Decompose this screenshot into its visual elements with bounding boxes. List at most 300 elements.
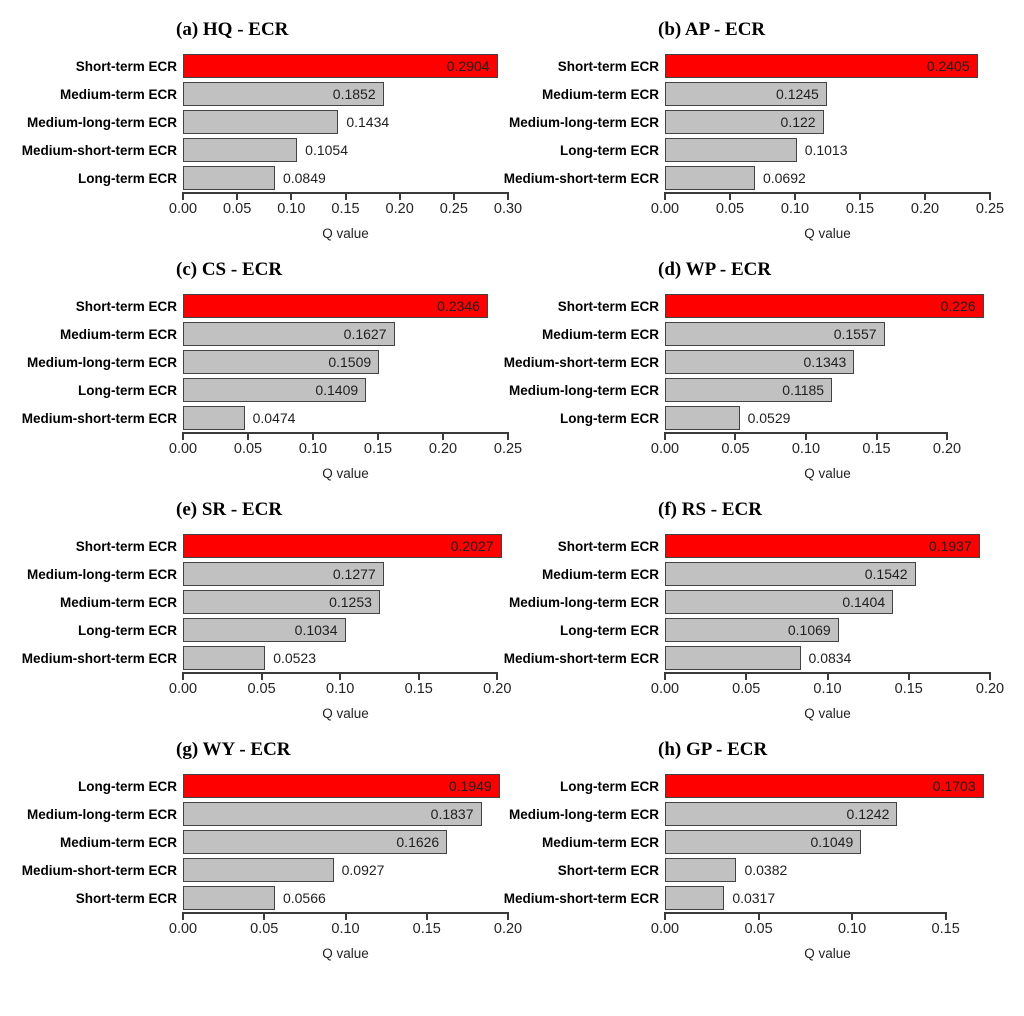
bar-medium-term-ecr: [665, 322, 885, 346]
bar-track: [665, 294, 990, 318]
category-label-medium-short-term-ecr: Medium-short-term ECR: [21, 650, 177, 666]
panel-title: (h) GP - ECR: [658, 739, 768, 760]
category-label-medium-short-term-ecr: Medium-short-term ECR: [503, 354, 659, 370]
value-label: 0.1542: [864, 566, 908, 582]
bar-medium-short-term-ecr: [665, 166, 806, 190]
bar-row: [0, 644, 512, 672]
bar-track: [183, 110, 508, 134]
bar-track: [183, 562, 508, 586]
bar-row: [0, 376, 512, 404]
tick-label: 0.10: [277, 201, 306, 217]
bar-track: [183, 294, 508, 318]
tick-label: 0.05: [744, 921, 773, 937]
category-label-medium-term-ecr: Medium-term ECR: [541, 326, 659, 342]
category-label-short-term-ecr: Short-term ECR: [557, 58, 659, 74]
panel-b-ap-ecr: [482, 0, 1005, 241]
bar-row: [482, 588, 994, 616]
bar-track: [665, 646, 990, 670]
bar-track: [665, 802, 990, 826]
panel-title: (c) CS - ECR: [176, 259, 283, 280]
value-label: 0.1185: [782, 382, 825, 398]
value-label: 0.0523: [273, 650, 317, 666]
bar-long-term-ecr: [183, 618, 346, 642]
category-label-short-term-ecr: Short-term ECR: [75, 538, 177, 554]
value-label: 0.1509: [328, 354, 372, 370]
x-axis-title: Q value: [322, 466, 369, 481]
bar-track: [183, 830, 508, 854]
bar-track: [665, 138, 990, 162]
tick-label: 0.00: [168, 441, 198, 457]
axis-tick: [908, 672, 910, 680]
category-label-long-term-ecr: Long-term ECR: [560, 778, 659, 794]
x-axis-title: Q value: [804, 466, 851, 481]
axis-tick: [418, 672, 420, 680]
category-label-short-term-ecr: Short-term ECR: [557, 862, 659, 878]
x-axis: [650, 672, 1005, 698]
value-label: 0.1852: [332, 86, 376, 102]
bar-group: [0, 52, 512, 192]
bar-medium-short-term-ecr: [183, 406, 296, 430]
axis-tick: [426, 912, 428, 920]
bar-track: [665, 618, 990, 642]
bar-row: [0, 108, 512, 136]
value-label: 0.0566: [282, 890, 326, 906]
bar-row: [0, 164, 512, 192]
bar-row: [482, 320, 994, 348]
bar-row: [482, 532, 994, 560]
axis-tick: [182, 912, 184, 920]
panel-title: (f) RS - ECR: [658, 499, 762, 520]
tick-label: 0.20: [932, 441, 962, 457]
tick-label: 0.20: [910, 201, 940, 217]
tick-label: 0.15: [894, 681, 923, 697]
x-axis: [168, 432, 523, 458]
tick-label: 0.15: [412, 921, 441, 937]
bar-medium-long-term-ecr: [183, 562, 384, 586]
bar-track: [665, 54, 990, 78]
x-axis: [168, 192, 523, 218]
category-label-medium-long-term-ecr: Medium-long-term ECR: [509, 114, 659, 130]
panel-g-wy-ecr: [0, 720, 523, 961]
bar-track: [183, 590, 508, 614]
x-axis-title: Q value: [804, 946, 851, 961]
bar-medium-term-ecr: [183, 322, 395, 346]
tick-label: 0.30: [493, 201, 523, 217]
axis-tick: [664, 192, 666, 200]
axis-tick: [805, 432, 807, 440]
x-axis-line: [665, 192, 990, 194]
tick-label: 0.10: [813, 681, 842, 697]
bar-highlighted-short-term-ecr: [665, 294, 984, 318]
tick-label: 0.00: [650, 441, 680, 457]
category-label-medium-short-term-ecr: Medium-short-term ECR: [503, 650, 659, 666]
axis-tick: [745, 672, 747, 680]
tick-label: 0.20: [493, 921, 523, 937]
category-label-medium-long-term-ecr: Medium-long-term ECR: [509, 806, 659, 822]
value-label: 0.1245: [776, 86, 819, 102]
bar-group: [482, 52, 994, 192]
value-label: 0.1343: [803, 354, 847, 370]
x-axis-line: [665, 912, 946, 914]
axis-tick: [236, 192, 238, 200]
category-label-long-term-ecr: Long-term ECR: [560, 142, 659, 158]
value-label: 0.1949: [448, 778, 492, 794]
bar-medium-long-term-ecr: [183, 350, 379, 374]
tick-label: 0.15: [845, 201, 875, 217]
value-label: 0.1253: [329, 594, 372, 610]
x-axis-title: Q value: [804, 706, 851, 721]
x-axis: [168, 912, 523, 938]
value-label: 0.1054: [305, 142, 348, 158]
bar-row: [0, 856, 512, 884]
bar-track: [183, 350, 508, 374]
bar-track: [665, 562, 990, 586]
value-label: 0.0849: [282, 170, 326, 186]
category-label-medium-long-term-ecr: Medium-long-term ECR: [27, 354, 177, 370]
tick-label: 0.00: [650, 681, 680, 697]
bar-track: [665, 406, 990, 430]
bar-track: [665, 350, 990, 374]
bar-medium-short-term-ecr: [183, 858, 385, 882]
value-label: 0.1013: [804, 142, 848, 158]
category-label-short-term-ecr: Short-term ECR: [557, 298, 659, 314]
bar-medium-long-term-ecr: [665, 110, 824, 134]
bar-track: [665, 322, 990, 346]
bar-highlighted-short-term-ecr: [665, 534, 980, 558]
bar-group: [0, 532, 512, 672]
value-label: 0.1434: [346, 114, 390, 130]
tick-label: 0.20: [428, 441, 458, 457]
axis-tick: [758, 912, 760, 920]
bar-track: [665, 858, 990, 882]
bar-track: [665, 110, 990, 134]
bar-track: [665, 378, 990, 402]
bar-medium-long-term-ecr: [183, 110, 390, 134]
panel-title: (a) HQ - ECR: [176, 19, 289, 40]
x-axis-title: Q value: [804, 226, 851, 241]
value-label: 0.1409: [315, 382, 359, 398]
bar-row: [482, 856, 994, 884]
axis-tick: [453, 192, 455, 200]
bar-row: [482, 348, 994, 376]
bar-row: [482, 828, 994, 856]
category-label-long-term-ecr: Long-term ECR: [78, 382, 177, 398]
figure-row: [0, 480, 1024, 720]
category-label-medium-term-ecr: Medium-term ECR: [59, 834, 177, 850]
tick-label: 0.05: [250, 921, 279, 937]
x-axis: [650, 192, 1005, 218]
value-label: 0.2346: [437, 298, 480, 314]
value-label: 0.1242: [846, 806, 890, 822]
bar-group: [482, 532, 994, 672]
axis-tick: [664, 432, 666, 440]
axis-tick: [182, 672, 184, 680]
bar-medium-long-term-ecr: [665, 802, 897, 826]
tick-label: 0.00: [650, 201, 680, 217]
bar-row: [0, 404, 512, 432]
axis-tick: [247, 432, 249, 440]
bar-row: [0, 588, 512, 616]
panel-c-cs-ecr: [0, 240, 523, 481]
axis-tick: [377, 432, 379, 440]
bar-short-term-ecr: [183, 886, 326, 910]
bar-row: [0, 136, 512, 164]
bar-row: [482, 404, 994, 432]
bar-row: [482, 376, 994, 404]
bar-row: [0, 292, 512, 320]
axis-tick: [664, 672, 666, 680]
bar-medium-short-term-ecr: [665, 886, 776, 910]
value-label: 0.1627: [343, 326, 387, 342]
value-label: 0.1277: [332, 566, 376, 582]
bar-track: [665, 166, 990, 190]
bar-medium-term-ecr: [183, 590, 380, 614]
tick-label: 0.05: [223, 201, 252, 217]
tick-label: 0.25: [493, 441, 523, 457]
tick-label: 0.15: [404, 681, 433, 697]
category-label-medium-short-term-ecr: Medium-short-term ECR: [503, 890, 659, 906]
bar-track: [183, 82, 508, 106]
tick-label: 0.25: [975, 201, 1005, 217]
tick-label: 0.20: [975, 681, 1005, 697]
bar-track: [665, 886, 990, 910]
axis-tick: [729, 192, 731, 200]
axis-tick: [851, 912, 853, 920]
figure-row: [0, 720, 1024, 960]
tick-label: 0.10: [837, 921, 867, 937]
category-label-long-term-ecr: Long-term ECR: [78, 622, 177, 638]
bar-row: [0, 348, 512, 376]
bar-track: [665, 774, 990, 798]
bar-row: [482, 800, 994, 828]
bar-highlighted-short-term-ecr: [183, 534, 502, 558]
tick-label: 0.15: [331, 201, 360, 217]
value-label: 0.2904: [446, 58, 490, 74]
panel-title: (g) WY - ECR: [176, 739, 291, 760]
bar-row: [0, 616, 512, 644]
bar-long-term-ecr: [665, 618, 839, 642]
bar-track: [665, 534, 990, 558]
value-label: 0.1557: [833, 326, 877, 342]
bar-row: [482, 616, 994, 644]
panel-e-sr-ecr: [0, 480, 512, 720]
category-label-long-term-ecr: Long-term ECR: [560, 622, 659, 638]
bar-track: [183, 646, 508, 670]
axis-tick: [399, 192, 401, 200]
bar-group: [0, 292, 512, 432]
category-label-medium-long-term-ecr: Medium-long-term ECR: [27, 566, 177, 582]
category-label-medium-short-term-ecr: Medium-short-term ECR: [21, 862, 177, 878]
category-label-medium-short-term-ecr: Medium-short-term ECR: [503, 170, 659, 186]
axis-tick: [734, 432, 736, 440]
axis-tick: [876, 432, 878, 440]
bar-track: [665, 830, 990, 854]
bar-long-term-ecr: [183, 378, 366, 402]
tick-label: 0.15: [862, 441, 891, 457]
bar-highlighted-long-term-ecr: [665, 774, 984, 798]
value-label: 0.0317: [732, 890, 776, 906]
value-label: 0.1703: [932, 778, 976, 794]
bar-track: [183, 858, 508, 882]
axis-tick: [924, 192, 926, 200]
bar-row: [0, 772, 512, 800]
bar-highlighted-short-term-ecr: [183, 54, 498, 78]
tick-label: 0.05: [233, 441, 263, 457]
bar-track: [665, 82, 990, 106]
x-axis: [168, 672, 512, 698]
category-label-short-term-ecr: Short-term ECR: [75, 298, 177, 314]
category-label-long-term-ecr: Long-term ECR: [78, 778, 177, 794]
value-label: 0.1069: [787, 622, 831, 638]
tick-label: 0.10: [326, 681, 355, 697]
bar-row: [482, 52, 994, 80]
panel-title: (e) SR - ECR: [176, 499, 283, 520]
category-label-medium-term-ecr: Medium-term ECR: [59, 86, 177, 102]
bar-long-term-ecr: [665, 406, 791, 430]
panel-title: (d) WP - ECR: [658, 259, 772, 280]
category-label-medium-term-ecr: Medium-term ECR: [541, 834, 659, 850]
tick-label: 0.00: [168, 201, 198, 217]
axis-tick: [989, 672, 991, 680]
axis-tick: [946, 432, 948, 440]
bar-track: [183, 406, 508, 430]
bar-track: [183, 54, 508, 78]
value-label: 0.0692: [762, 170, 806, 186]
figure-row: [0, 240, 1024, 480]
category-label-short-term-ecr: Short-term ECR: [75, 58, 177, 74]
axis-tick: [182, 432, 184, 440]
bar-track: [183, 618, 508, 642]
panel-f-rs-ecr: [482, 480, 1005, 721]
value-label: 0.0834: [808, 650, 852, 666]
bar-track: [183, 166, 508, 190]
bar-highlighted-short-term-ecr: [183, 294, 488, 318]
bar-row: [0, 884, 512, 912]
bar-track: [665, 590, 990, 614]
category-label-short-term-ecr: Short-term ECR: [557, 538, 659, 554]
category-label-medium-short-term-ecr: Medium-short-term ECR: [21, 142, 177, 158]
bar-row: [0, 532, 512, 560]
value-label: 0.226: [940, 298, 976, 314]
bar-medium-term-ecr: [183, 830, 447, 854]
panel-h-gp-ecr: [482, 720, 994, 960]
bar-track: [183, 802, 508, 826]
value-label: 0.1034: [294, 622, 338, 638]
bar-row: [482, 164, 994, 192]
tick-label: 0.20: [483, 681, 512, 697]
category-label-medium-long-term-ecr: Medium-long-term ECR: [27, 806, 177, 822]
bar-track: [183, 534, 508, 558]
category-label-medium-short-term-ecr: Medium-short-term ECR: [21, 410, 177, 426]
category-label-medium-term-ecr: Medium-term ECR: [59, 594, 177, 610]
tick-label: 0.05: [247, 681, 276, 697]
panel-a-hq-ecr: [0, 0, 523, 241]
axis-tick: [945, 912, 947, 920]
bar-medium-term-ecr: [665, 82, 827, 106]
panel-title: (b) AP - ECR: [658, 19, 766, 40]
bar-row: [482, 108, 994, 136]
tick-label: 0.15: [363, 441, 393, 457]
axis-tick: [339, 672, 341, 680]
bar-row: [482, 136, 994, 164]
tick-label: 0.10: [331, 921, 360, 937]
tick-label: 0.10: [298, 441, 328, 457]
tick-label: 0.15: [931, 921, 960, 937]
bar-track: [183, 138, 508, 162]
bar-row: [482, 560, 994, 588]
bar-group: [482, 292, 994, 432]
value-label: 0.1404: [842, 594, 886, 610]
bar-group: [482, 772, 994, 912]
x-axis-title: Q value: [322, 946, 369, 961]
category-label-medium-long-term-ecr: Medium-long-term ECR: [509, 594, 659, 610]
bar-row: [482, 80, 994, 108]
panel-d-wp-ecr: [482, 240, 994, 480]
value-label: 0.122: [780, 114, 816, 130]
tick-label: 0.05: [715, 201, 745, 217]
tick-label: 0.00: [168, 681, 198, 697]
figure-row: [0, 0, 1024, 240]
bar-highlighted-short-term-ecr: [665, 54, 978, 78]
tick-label: 0.10: [791, 441, 821, 457]
x-axis-line: [183, 432, 508, 434]
axis-tick: [345, 912, 347, 920]
value-label: 0.0382: [744, 862, 788, 878]
value-label: 0.1626: [396, 834, 440, 850]
bar-highlighted-long-term-ecr: [183, 774, 500, 798]
x-axis-title: Q value: [322, 706, 369, 721]
category-label-short-term-ecr: Short-term ECR: [75, 890, 177, 906]
value-label: 0.1937: [928, 538, 972, 554]
axis-tick: [859, 192, 861, 200]
bar-group: [0, 772, 512, 912]
bar-row: [482, 884, 994, 912]
tick-label: 0.05: [732, 681, 761, 697]
x-axis: [650, 432, 990, 458]
bar-row: [482, 292, 994, 320]
value-label: 0.2405: [926, 58, 970, 74]
value-label: 0.2027: [450, 538, 494, 554]
bar-medium-term-ecr: [665, 830, 861, 854]
value-label: 0.1837: [430, 806, 474, 822]
bar-long-term-ecr: [183, 166, 326, 190]
category-label-medium-long-term-ecr: Medium-long-term ECR: [27, 114, 177, 130]
axis-tick: [989, 192, 991, 200]
bar-medium-short-term-ecr: [665, 646, 852, 670]
axis-tick: [182, 192, 184, 200]
bar-medium-short-term-ecr: [665, 350, 854, 374]
axis-tick: [827, 672, 829, 680]
bar-row: [0, 80, 512, 108]
bar-track: [183, 322, 508, 346]
category-label-medium-long-term-ecr: Medium-long-term ECR: [509, 382, 659, 398]
value-label: 0.0529: [747, 410, 791, 426]
bar-medium-short-term-ecr: [183, 646, 317, 670]
category-label-medium-term-ecr: Medium-term ECR: [59, 326, 177, 342]
bar-medium-long-term-ecr: [665, 378, 832, 402]
axis-tick: [664, 912, 666, 920]
axis-tick: [345, 192, 347, 200]
x-axis-title: Q value: [322, 226, 369, 241]
bar-medium-term-ecr: [183, 82, 384, 106]
axis-tick: [263, 912, 265, 920]
bar-track: [183, 378, 508, 402]
tick-label: 0.00: [168, 921, 198, 937]
bar-short-term-ecr: [665, 858, 788, 882]
tick-label: 0.10: [780, 201, 810, 217]
category-label-long-term-ecr: Long-term ECR: [560, 410, 659, 426]
bar-track: [183, 774, 508, 798]
